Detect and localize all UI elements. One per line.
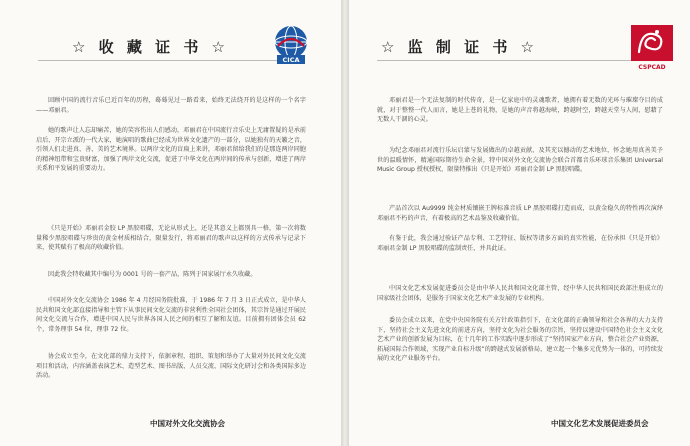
signature: 中国文化艺术发展促进委员会 (551, 419, 649, 428)
collection-number-paragraph: 因此我会特收藏其中编号为 0001 号的一套产品，陈列于国家展厅永久收藏。 (48, 271, 257, 278)
signature: 中国对外文化交流协会 (150, 419, 225, 428)
certificate-body (36, 352, 306, 381)
book-gutter (341, 0, 349, 446)
certificate-body (377, 204, 663, 223)
certificate-body (36, 96, 306, 115)
product-paragraph: 《只是开始》邓丽君金胶 LP 黑胶唱碟，无论从形式上，还是其意义上都别具一格，第一次将数量稀少黑胶唱碟与珍贵的黄金材质相结合，限量发行，将邓丽君的歌声以这样的方式传承与记录下来，使其赋有了极高的收藏价值。 (36, 225, 306, 252)
supervision-certificate-title: ☆ 监 制 证 书 ☆ (381, 38, 539, 56)
cspcad-emblem-label: CSPCAD (638, 64, 666, 71)
committee-intro-paragraph: 中国文化艺术发展促进委员会是由中华人民共和国文化部主管，经中华人民共和国民政部注册成立的国家级社会团体，是服务于国家文化艺术产业发展的专业机构。 (377, 285, 663, 302)
certificate-body (36, 270, 306, 280)
legacy-paragraph: 她的歌声让人忘却痛苦，她的笑容伤出人们感动，邓丽君在中国流行音乐史上无庸置疑的是承前启后、开宗立派的一代大家，她演唱的歌曲已经成为世界文化遗产的一部分，以她独有的天籁之音，引领人们走进真、善、美的艺术境界。以两岸文化的盲扁上来讲，邓丽君留给我们的是那连两岸同胞的精神纽带和宝贵财富，加强了两岸文化交流，促进了中华文化在两岸间的传承与创新，增进了两岸关系和平发展的重要动力。 (36, 127, 306, 173)
certificate-body (36, 296, 306, 334)
title-divider (38, 60, 288, 61)
certificate-body (377, 96, 663, 125)
commemoration-paragraph: 为纪念邓丽君对流行乐坛启蒙与发展做出的卓越贡献，及其充以撼动的艺术地位，怀念她用真善美予世的温暖情怀，精通国际期待生命全景，特中国对外文化交流协会联合首都音乐环球音乐集团 Universal Music Group 授权授权，限量特推出《只是开始》邓丽君金制 LP 黑胶唱碟。 (377, 147, 663, 174)
association-intro-paragraph: 中国对外文化交流协会 1986 年 4 月经国务院批准，于 1986 年 7 月 3 日正式成立，是中华人民共和国文化部直接指导和主管下从事民间文化交流的非营利性全国社会团体，其宗旨是通过开展民间文化交流与合作，增进中国人民与世界各国人民之间的相互了解和友谊。目前拥有团体会员 62 个，常务理事 54 位，理事 72 位。 (36, 297, 306, 333)
title-divider (377, 60, 653, 61)
certificate-body (377, 234, 663, 253)
certificate-body (377, 284, 663, 303)
cica-emblem-label: CICA (282, 56, 300, 64)
supervision-certificate-page (349, 0, 690, 446)
certificate-body (377, 316, 663, 364)
cspcad-dragon-emblem-icon (627, 22, 677, 72)
association-activity-paragraph: 协会成立至今，在文化部的鼎力支持下，依据章程，组织、策划和举办了大量对外民间文化交流项目和活动，内容涵盖表演艺术、造型艺术、图书出版、人员交流、国际文化研讨会和各类国际多边活动。 (36, 353, 306, 380)
certificate-body (36, 224, 306, 253)
certificate-body (377, 146, 663, 175)
certificate-body (36, 126, 306, 174)
collection-certificate-title: ☆ 收 藏 证 书 ☆ (72, 38, 230, 56)
intro-paragraph: 回顾中国的流行音乐已近百年的历程，蓦蓦见过一路看来，始终无法绕开的是这样的一个名字——邓丽君。 (36, 97, 306, 114)
verification-paragraph: 有鉴于此，我会通过验证产品专利、工艺特征、版权等诸多方面的真实性能，在份承担《只是开始》邓丽君金制 LP 黑胶唱碟的监制责任，并具此证。 (377, 235, 663, 252)
cica-globe-emblem-icon (268, 22, 314, 68)
committee-development-paragraph: 委员会成立以来，在党中央国务院有关方针政策指引下，在文化部的正确领导和社会各界的大力支持下，坚持社会主义先进文化的前进方向，坚持文化为社会服务的宗旨，坚持以建设中国特色社会主义文化艺术产业的创新发展为目标，在十几年的工作实践中逐步形成了“坚持国家产业方向，整合社会产业资源，拓展国际合作领域，实现产业自标升级”的跨越式发展新格局，建立起一个集多元优势为一体的，可持续发展的文化产业服务平台。 (377, 317, 663, 363)
gold-material-paragraph: 产品首次以 Au9999 纯金材质镶嵌王牌标准音质 LP 黑胶唱碟打造而成，以黄金稳久的特性再次演绎邓丽君不朽的声音，有着极高的艺术品鉴及收藏价值。 (377, 205, 663, 222)
legend-paragraph: 邓丽君是一个无法复制的时代传奇，是一亿家庭中的灵魂歌者，她拥有着无数的光环与璀璨夺目的成就，对于整整一代人而言，她是上苍的礼物，是她的声音将越海峡，跨越时空，跨越天堂与人间，慰藉了无数人干涸的心灵。 (377, 97, 663, 124)
collection-certificate-page (0, 0, 341, 446)
